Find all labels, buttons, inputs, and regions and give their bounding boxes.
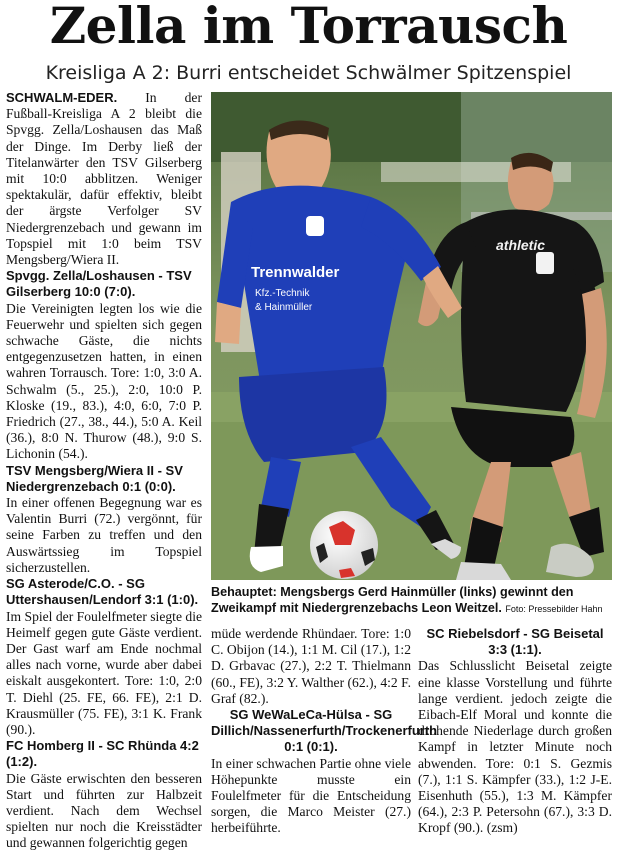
headline: Zella im Torrausch (49, 0, 568, 55)
game-text-3: Im Spiel der Foulelfmeter siegte die Heimelf gegen gute Gäste verdient. Der Gast warf am Ende nochmal alles nach vorne, wurde aber dabei eiskalt ausgekontert. Tore: 1:0, 2:0 T. Diehl (25. FE, 66. FE), 2:1 D. Krausmüller (75. FE), 3:1 K. Frank (90.). (6, 608, 202, 737)
jersey-sponsor-right: athletic (496, 237, 546, 253)
match-photo (211, 92, 612, 580)
article-column-2 (211, 626, 438, 837)
dateline: SCHWALM-EDER. (6, 90, 118, 105)
intro-paragraph (6, 90, 202, 268)
game-text-6: Das Schlusslicht Beisetal zeigte eine klasse Vorstellung und führte lange verdient. jedoch zeigte die Eibach-Elf Moral und konnte die drohende Niederlage durch großen Kampf in letzter Minute noch abwenden. Tore: 0:1 S. Gezmis (7.), 1:1 S. Kämpfer (33.), 1:2 J-E. Eisenhuth (55.), 1:3 M. Kämpfer (64.), 2:3 P. Petersohn (67.), 3:3 D. Kropf (90.). (zsm) (418, 658, 612, 836)
jersey-sponsor-line-1: Kfz.-Technik (255, 288, 310, 299)
game-heading-2: TSV Mengsberg/Wiera II - SV Niedergrenzebach 0:1 (0:0). (6, 462, 183, 494)
game-heading-5: SG WeWaLeCa-Hülsa - SG Dillich/Nassenerfurth/Trockenerfurth 0:1 (0:1). (211, 707, 438, 755)
subheadline: Kreisliga A 2: Burri entscheidet Schwälmer Spitzenspiel (45, 62, 572, 84)
photo-caption (211, 584, 612, 617)
jersey-sponsor-line-2: & Hainmüller (255, 302, 313, 313)
game-text-1: Die Vereinigten legten los wie die Feuerwehr und spielten sich gegen schwache Gäste, die nichts entgegenzusetzen hatten, in einen wahren Torrausch. Tore: 1:0, 3:0 A. Schwalm (5., 25.), 2:0, 10:0 P. Kloske (19., 83.), 4:0, 6:0, 7:0 P. Friedrich (27., 38., 44.), 5:0 A. Keil (36.), 8:0 N. Thurow (48.), 9:0 S. Lichonin (54.). (6, 300, 202, 462)
football (310, 511, 378, 579)
game-text-4: Die Gäste erwischten den besseren Start und führten zur Halbzeit verdient. Nach dem Wechsel spielten nur noch die Kreisstädter und gewannen folgerichtig gegen (6, 770, 202, 851)
game-text-5: In einer schwachen Partie ohne viele Höhepunkte musste ein Foulelfmeter für die Entscheidung sorgen, die Marco Meister (27.) herbeiführte. (211, 755, 411, 836)
game-text-4-continued: müde werdende Rhündaer. Tore: 1:0 C. Obijon (14.), 1:1 M. Cil (17.), 1:2 D. Grbavac (27.), 2:2 T. Thielmann (60., FE), 3:2 Y. Walther (62.), 4:2 F. Graf (82.). (211, 626, 411, 706)
jersey-brand-left: Trennwalder (251, 264, 340, 281)
club-crest-icon (306, 216, 324, 236)
article-column-3 (418, 626, 612, 837)
game-heading-6: SC Riebelsdorf - SG Beisetal 3:3 (1:1). (426, 626, 604, 658)
game-heading-3: SG Asterode/C.O. - SG Uttershausen/Lendorf 3:1 (1:0). (6, 576, 199, 608)
badge-icon (536, 252, 554, 274)
game-heading-4: FC Homberg II - SC Rhünda 4:2 (1:2). (6, 738, 199, 770)
match-photo-illustration (211, 92, 612, 580)
article-column-1 (6, 90, 202, 852)
photo-credit: Foto: Pressebilder Hahn (505, 604, 603, 614)
caption-text: Behauptet: Mengsbergs Gerd Hainmüller (links) gewinnt den Zweikampf mit Niedergrenzebachs Leon Weitzel. (211, 585, 574, 615)
intro-text: In der Fußball-Kreisliga A 2 bleibt die Spvgg. Zella/Loshausen das Maß der Dinge. Im Derby ließ der Titelanwärter den TSV Gilserberg mit 10:0 abblitzen. Weniger spektakulär, dafür effektiv, bleibt der ärgste Verfolger SV Niedergrenzebach und gewann im Topspiel mit 1:0 beim TSV Mengsberg/Wiera II. (6, 90, 202, 268)
game-text-2: In einer offenen Begegnung war es Valentin Burri (72.) vergönnt, für seine Farben zu treffen und den Auswärtssieg im Topspiel sicherzustellen. (6, 495, 202, 575)
game-heading-1: Spvgg. Zella/Loshausen - TSV Gilserberg 10:0 (7:0). (6, 268, 192, 300)
